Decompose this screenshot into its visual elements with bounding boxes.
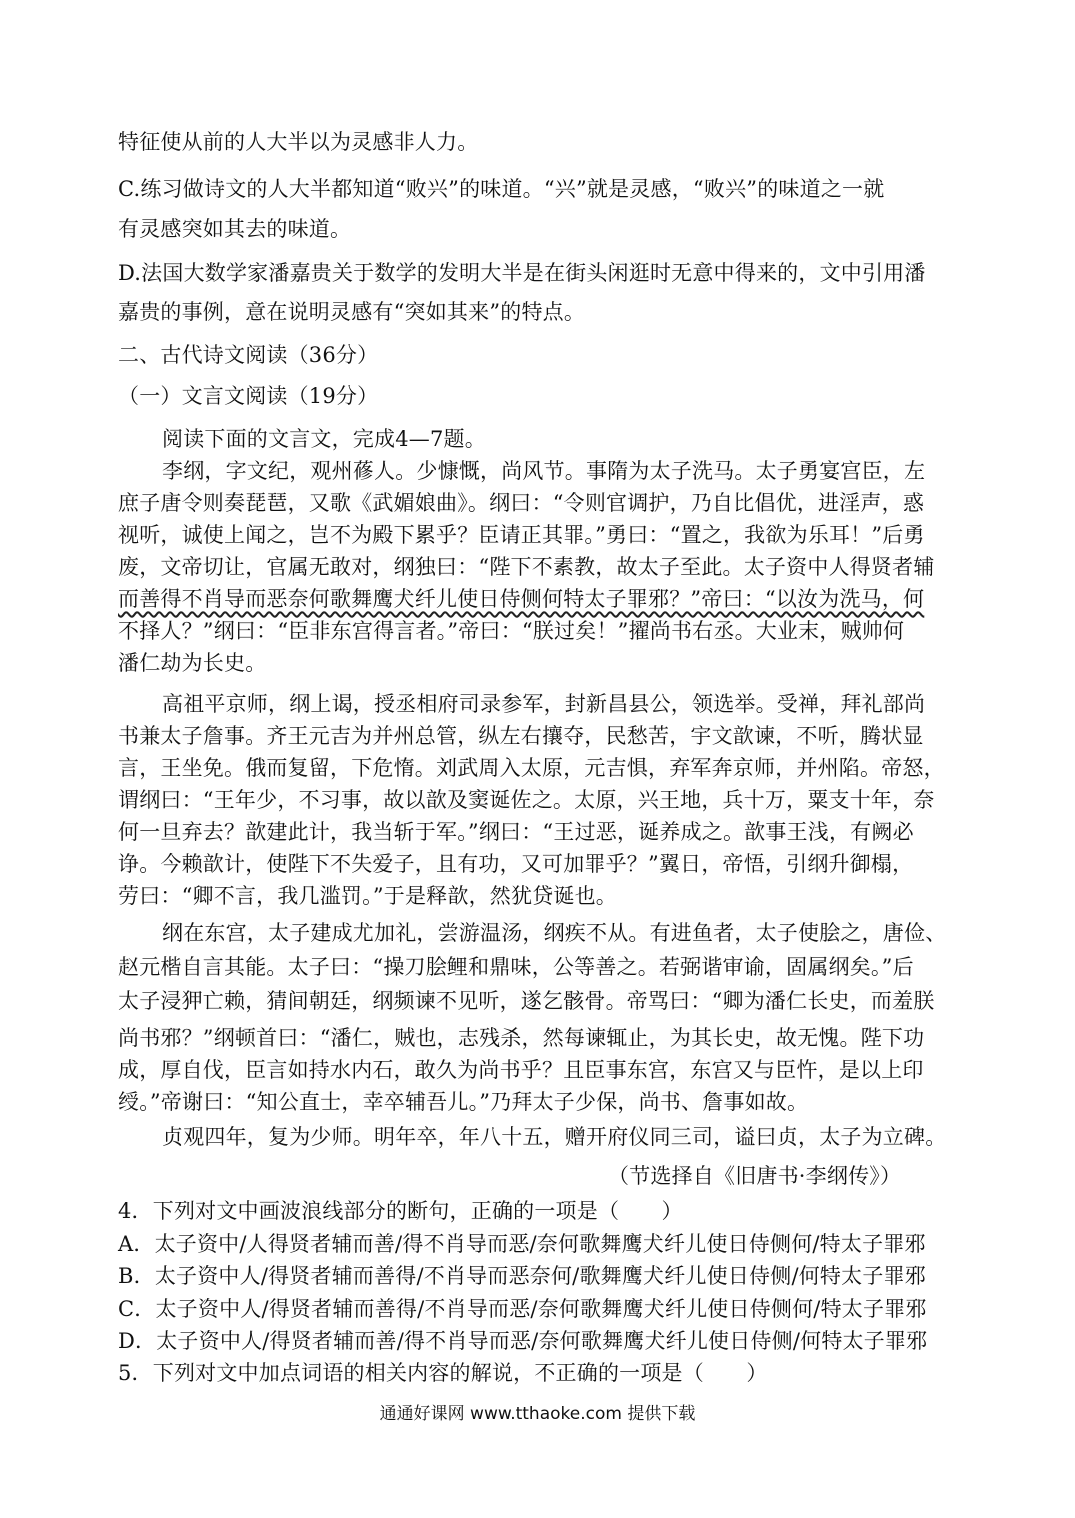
- passage-line: 诤。今赖歆计，使陛下不失爱子，且有功，又可加罪乎？”翼日，帝悟，引纲升御榻，: [118, 852, 914, 876]
- subsection-heading: （一）文言文阅读（19分）: [118, 384, 379, 408]
- option-d: D．太子资中人/得贤者辅而善/得不肖导而恶/奈何歌舞鹰犬纤儿使日侍侧/何特太子罪邪: [118, 1329, 928, 1353]
- page-footer: 通通好课网 www.tthaoke.com 提供下载: [379, 1404, 696, 1424]
- passage-line: 庶子唐令则奏琵琶，又歌《武媚娘曲》。纲曰：“令则官调护，乃自比倡优，进淫声，惑: [118, 491, 925, 515]
- passage-line: 废，文帝切让，官属无敢对，纲独曰：“陛下不素教，故太子至此。太子资中人得贤者辅: [118, 555, 935, 579]
- passage-line: 李纲，字文纪，观州蓚人。少慷慨，尚风节。事隋为太子洗马。太子勇宴宫臣，左: [162, 459, 926, 483]
- passage-line: 书兼太子詹事。齐王元吉为并州总管，纵左右攘夺，民愁苦，宇文歆谏，不听，腾状显: [118, 724, 924, 748]
- option-b: B．太子资中人/得贤者辅而善得/不肖导而恶奈何/歌舞鹰犬纤儿使日侍侧/何特太子罪邪: [118, 1264, 926, 1288]
- passage-line: 不择人？”纲曰：“臣非东宫得言者。”帝曰：“朕过矣！”擢尚书右丞。大业末，贼帅何: [118, 619, 905, 643]
- passage-line: 言，王坐免。俄而复留，下危惰。刘武周入太原，元吉惧，弃军奔京师，并州陷。帝怒，: [118, 756, 945, 780]
- question-4: 4．下列对文中画波浪线部分的断句，正确的一项是（ ）: [118, 1199, 683, 1223]
- passage-line: 何一旦弃去？歆建此计，我当斩于军。”纲曰：“王过恶，诞养成之。歆事王浅，有阙必: [118, 820, 914, 844]
- passage-line: 高祖平京师，纲上谒，授丞相府司录参军，封新昌县公，领选举。受禅，拜礼部尚: [162, 692, 926, 716]
- instruction-line: 阅读下面的文言文，完成4—7题。: [162, 427, 486, 451]
- passage-line: 贞观四年，复为少师。明年卒，年八十五，赠开府仪同三司，谥曰贞，太子为立碑。: [162, 1125, 947, 1149]
- option-c: C．太子资中人/得贤者辅而善得/不肖导而恶/奈何歌舞鹰犬纤儿使日侍侧何/特太子罪邪: [118, 1297, 927, 1321]
- question-5: 5．下列对文中加点词语的相关内容的解说，不正确的一项是（ ）: [118, 1361, 768, 1385]
- option-d-line: D.法国大数学家潘嘉贵关于数学的发明大半是在街头闲逛时无意中得来的，文中引用潘: [118, 261, 926, 285]
- passage-line: 谓纲曰：“王年少，不习事，故以歆及窦诞佐之。太原，兴王地，兵十万，粟支十年，奈: [118, 788, 935, 812]
- passage-line: 尚书邪？”纲顿首曰：“潘仁，贼也，志残杀，然每谏辄止，为其长史，故无愧。陛下功: [118, 1026, 925, 1050]
- text-line: 特征使从前的人大半以为灵感非人力。: [118, 130, 479, 154]
- passage-line: 太子浸狎亡赖，猜间朝廷，纲频谏不见听，遂乞骸骨。帝骂曰：“卿为潘仁长史，而羞朕: [118, 989, 935, 1013]
- source-citation: （节选择自《旧唐书·李纲传》）: [608, 1164, 902, 1188]
- passage-line: 成，厚自伐，臣言如持水内石，敢久为尚书乎？且臣事东宫，东宫又与臣忤，是以上印: [118, 1058, 924, 1082]
- passage-line: 视听，诚使上闻之，岂不为殿下累乎？臣请正其罪。”勇曰：“置之，我欲为乐耳！”后勇: [118, 523, 925, 547]
- passage-line-wavy: 而善得不肖导而恶奈何歌舞鹰犬纤儿使日侍侧何特太子罪邪？”帝曰：“以汝为洗马，何: [118, 587, 925, 611]
- passage-line: 绶。”帝谢曰：“知公直士，幸卒辅吾儿。”乃拜太子少保，尚书、詹事如故。: [118, 1090, 809, 1114]
- section-heading: 二、古代诗文阅读（36分）: [118, 343, 379, 367]
- text-line: 嘉贵的事例，意在说明灵感有“突如其来”的特点。: [118, 300, 586, 324]
- option-c-line: C.练习做诗文的人大半都知道“败兴”的味道。“兴”就是灵感，“败兴”的味道之一就: [118, 177, 885, 201]
- passage-line: 劳曰：“卿不言，我几滥罚。”于是释歆，然犹贷诞也。: [118, 884, 617, 908]
- option-a: A．太子资中/人得贤者辅而善/得不肖导而恶/奈何歌舞鹰犬纤儿使日侍侧何/特太子罪邪: [118, 1232, 926, 1256]
- passage-line: 纲在东宫，太子建成尤加礼，尝游温汤，纲疾不从。有进鱼者，太子使脍之，唐俭、: [162, 921, 947, 945]
- passage-line: 潘仁劫为长史。: [118, 651, 267, 675]
- passage-line: 赵元楷自言其能。太子曰：“操刀脍鲤和鼎味，公等善之。若弼谐审谕，固属纲矣。”后: [118, 955, 914, 979]
- text-line: 有灵感突如其去的味道。: [118, 217, 352, 241]
